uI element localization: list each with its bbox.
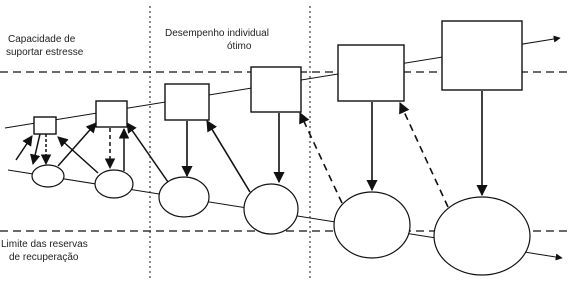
- load-box-3: [165, 84, 209, 120]
- arrow-start-to-box1: [16, 136, 32, 160]
- load-box-4: [251, 67, 301, 112]
- load-box-6: [442, 21, 522, 90]
- recovery-ellipse-3: [159, 177, 209, 217]
- recovery-ellipse-2: [95, 170, 133, 198]
- recovery-ellipse-5: [334, 192, 410, 258]
- arrow-ellipse6-to-box5-dashed: [400, 103, 448, 207]
- load-box-5: [338, 45, 404, 101]
- arrow-ellipse1-to-box2: [58, 123, 96, 166]
- recovery-ellipse-4: [244, 184, 298, 234]
- load-box-1: [34, 117, 56, 134]
- recovery-limit-label-line1: Limite das reservas: [1, 239, 88, 250]
- optimal-zone-label-line2: ótimo: [227, 41, 252, 52]
- stress-capacity-label-line2: suportar estresse: [6, 47, 84, 58]
- arrow-ellipse5-to-box4-dashed: [300, 113, 342, 203]
- arrow-box1-to-ellipse1-a: [33, 134, 40, 164]
- recovery-limit-label-line2: de recuperação: [9, 252, 79, 263]
- recovery-ellipse-6: [434, 197, 530, 275]
- arrow-ellipse3-to-box2: [127, 123, 168, 182]
- stress-capacity-label-line1: Capacidade de: [8, 34, 76, 45]
- recovery-ellipse-1: [32, 165, 64, 187]
- load-box-2: [96, 101, 127, 127]
- arrow-ellipse4-to-box3: [207, 121, 250, 192]
- optimal-zone-label-line1: Desempenho individual: [165, 28, 269, 39]
